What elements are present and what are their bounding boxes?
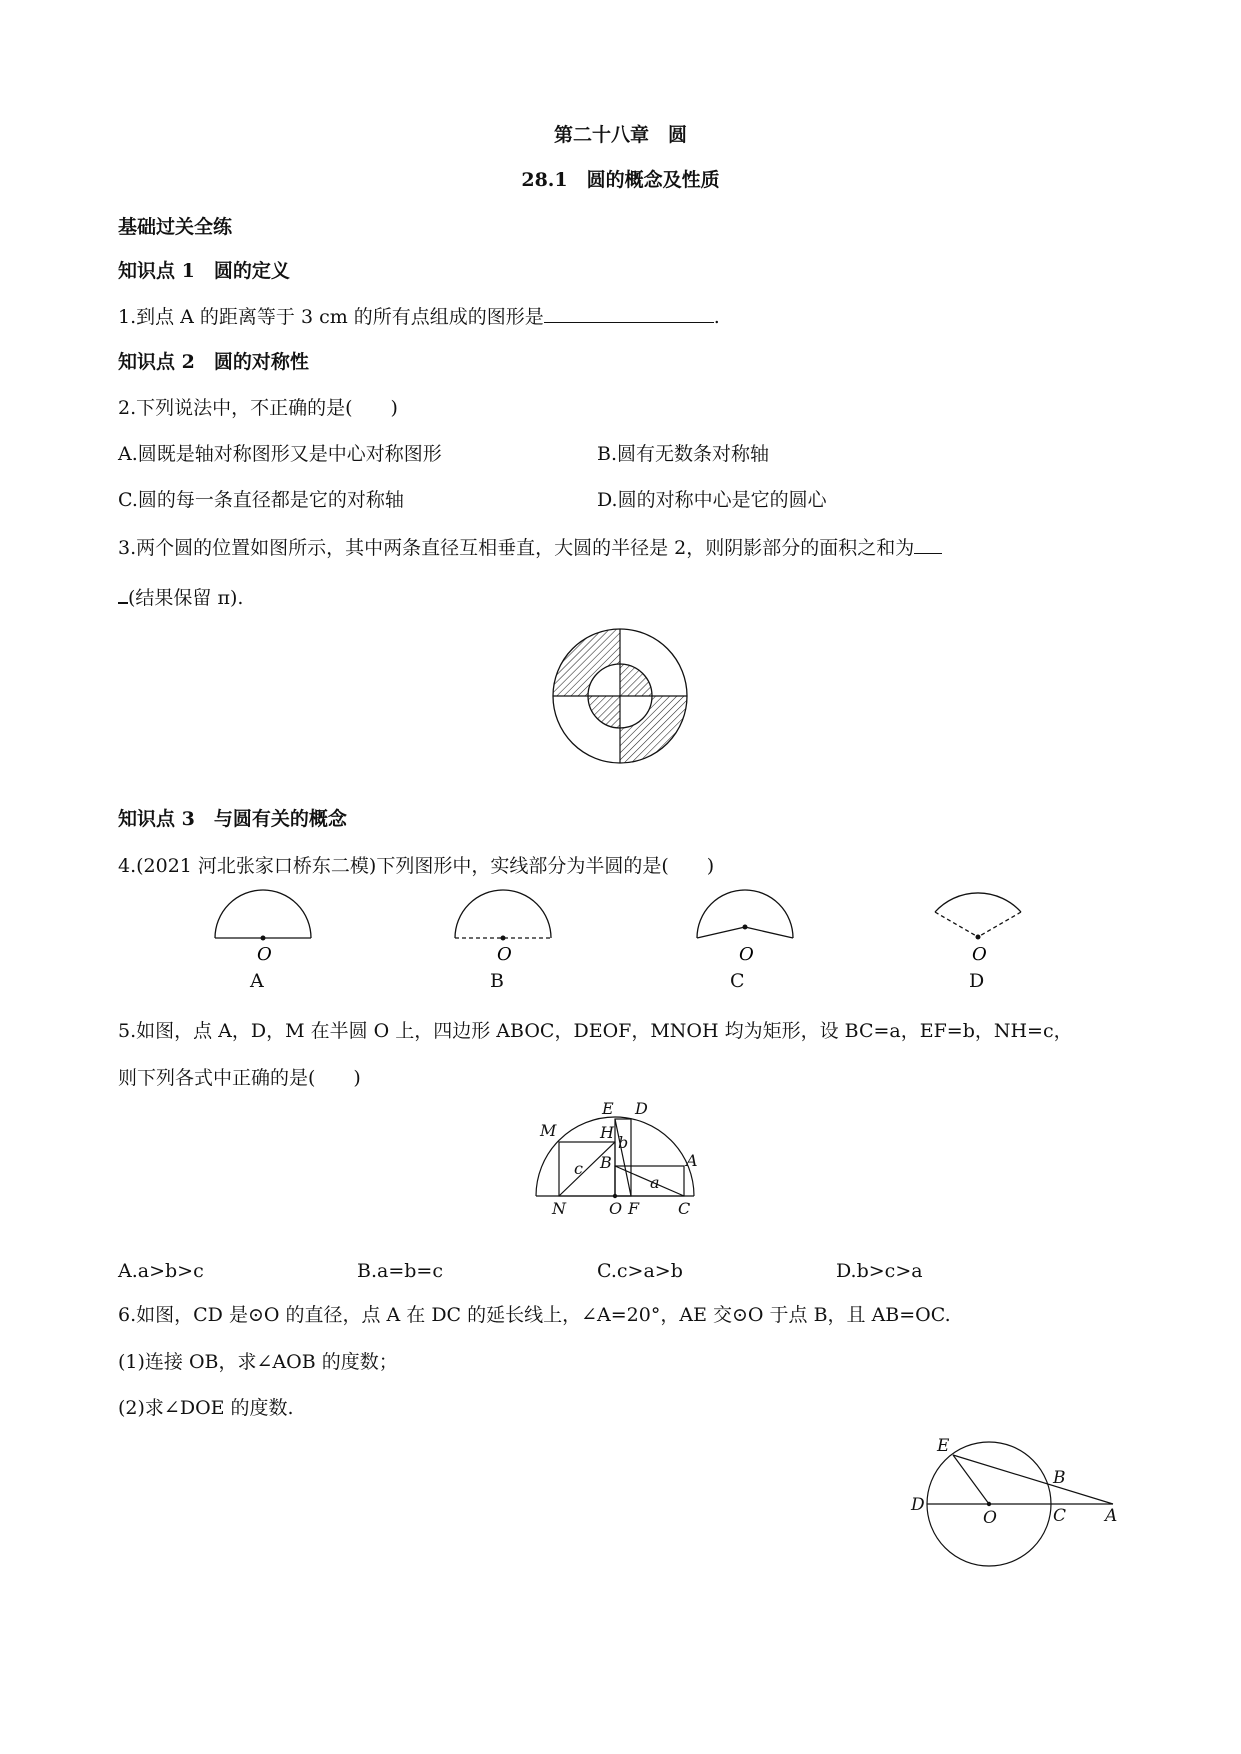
question-6-part-2: (2)求∠DOE 的度数.	[118, 1397, 294, 1419]
label-a6: A	[1105, 1506, 1118, 1526]
label-e6: E	[937, 1436, 950, 1456]
option-b-label: B	[490, 970, 504, 992]
question-6-stem: 6.如图，CD 是⊙O 的直径，点 A 在 DC 的延长线上，∠A=20°，AE 交⊙O 于点 B，且 AB=OC.	[118, 1304, 951, 1326]
label-c6: C	[1053, 1506, 1067, 1526]
option-d-figure	[925, 885, 1035, 970]
answer-blank-1[interactable]	[544, 304, 714, 323]
label-b-len: b	[618, 1133, 629, 1152]
question-6-part-1: (1)连接 OB，求∠AOB 的度数；	[118, 1351, 398, 1373]
question-3-line-1	[118, 535, 942, 561]
label-n: N	[552, 1199, 566, 1218]
question-5-line-2: 则下列各式中正确的是( )	[118, 1067, 361, 1089]
question-5-option-c: C.c>a>b	[597, 1260, 683, 1282]
knowledge-point-3: 知识点 3 与圆有关的概念	[118, 808, 347, 830]
question-1	[118, 304, 720, 330]
question-5-option-a: A.a>b>c	[118, 1260, 204, 1282]
label-c-len: c	[574, 1159, 583, 1178]
label-e: E	[602, 1099, 614, 1118]
question-5-option-b: B.a=b=c	[357, 1260, 443, 1282]
label-o6: O	[983, 1508, 997, 1528]
label-b: B	[600, 1153, 612, 1172]
option-a-figure	[210, 890, 320, 970]
chapter-title: 第二十八章 圆	[553, 124, 687, 146]
center-label-d: O	[972, 944, 987, 965]
label-a-len: a	[650, 1173, 660, 1192]
answer-blank-3b[interactable]	[118, 584, 128, 604]
question-4-stem: 4.(2021 河北张家口桥东二模)下列图形中，实线部分为半圆的是( )	[118, 855, 715, 877]
label-b6: B	[1053, 1468, 1066, 1488]
option-c-label: C	[730, 970, 745, 992]
question-3-text: 3.两个圆的位置如图所示，其中两条直径互相垂直，大圆的半径是 2，则阴影部分的面积之和为	[118, 537, 915, 559]
option-d-label: D	[969, 970, 985, 992]
circle-secant-figure	[905, 1425, 1135, 1570]
option-c-figure	[690, 890, 800, 970]
hatched-outer-top-left	[553, 629, 620, 696]
question-5-line-1: 5.如图，点 A，D，M 在半圆 O 上，四边形 ABOC，DEOF，MNOH 均为矩形，设 BC=a，EF=b，NH=c，	[118, 1020, 1073, 1042]
center-label-b: O	[497, 944, 512, 965]
question-3-note: (结果保留 π).	[128, 587, 244, 609]
question-2-stem: 2.下列说法中，不正确的是( )	[118, 397, 398, 419]
option-b-figure	[450, 890, 560, 970]
question-1-text: 1.到点 A 的距离等于 3 cm 的所有点组成的图形是	[118, 306, 544, 328]
question-5-option-d: D.b>c>a	[836, 1260, 923, 1282]
label-a: A	[686, 1151, 698, 1170]
semicircle-rectangles-figure	[530, 1100, 710, 1220]
label-m: M	[540, 1121, 557, 1140]
label-o: O	[609, 1199, 623, 1218]
section-title: 28.1 圆的概念及性质	[521, 169, 720, 191]
option-a-label: A	[250, 970, 264, 992]
hatched-outer-bottom-right	[620, 696, 687, 763]
practice-heading: 基础过关全练	[118, 216, 233, 238]
concentric-circles-figure	[545, 621, 695, 771]
knowledge-point-1: 知识点 1 圆的定义	[118, 260, 290, 282]
center-label-a: O	[257, 944, 272, 965]
question-1-end: .	[713, 306, 720, 328]
label-f: F	[628, 1199, 640, 1218]
answer-blank-3a[interactable]	[914, 535, 942, 554]
label-h: H	[600, 1123, 614, 1142]
question-2-option-b: B.圆有无数条对称轴	[597, 443, 770, 465]
question-2-option-c: C.圆的每一条直径都是它的对称轴	[118, 489, 404, 511]
question-3-line-2	[118, 584, 243, 611]
label-d6: D	[911, 1495, 925, 1515]
label-c: C	[678, 1199, 691, 1218]
knowledge-point-2: 知识点 2 圆的对称性	[118, 351, 309, 373]
center-label-c: O	[739, 944, 754, 965]
question-2-option-d: D.圆的对称中心是它的圆心	[597, 489, 827, 511]
label-d: D	[635, 1099, 648, 1118]
question-2-option-a: A.圆既是轴对称图形又是中心对称图形	[118, 443, 442, 465]
